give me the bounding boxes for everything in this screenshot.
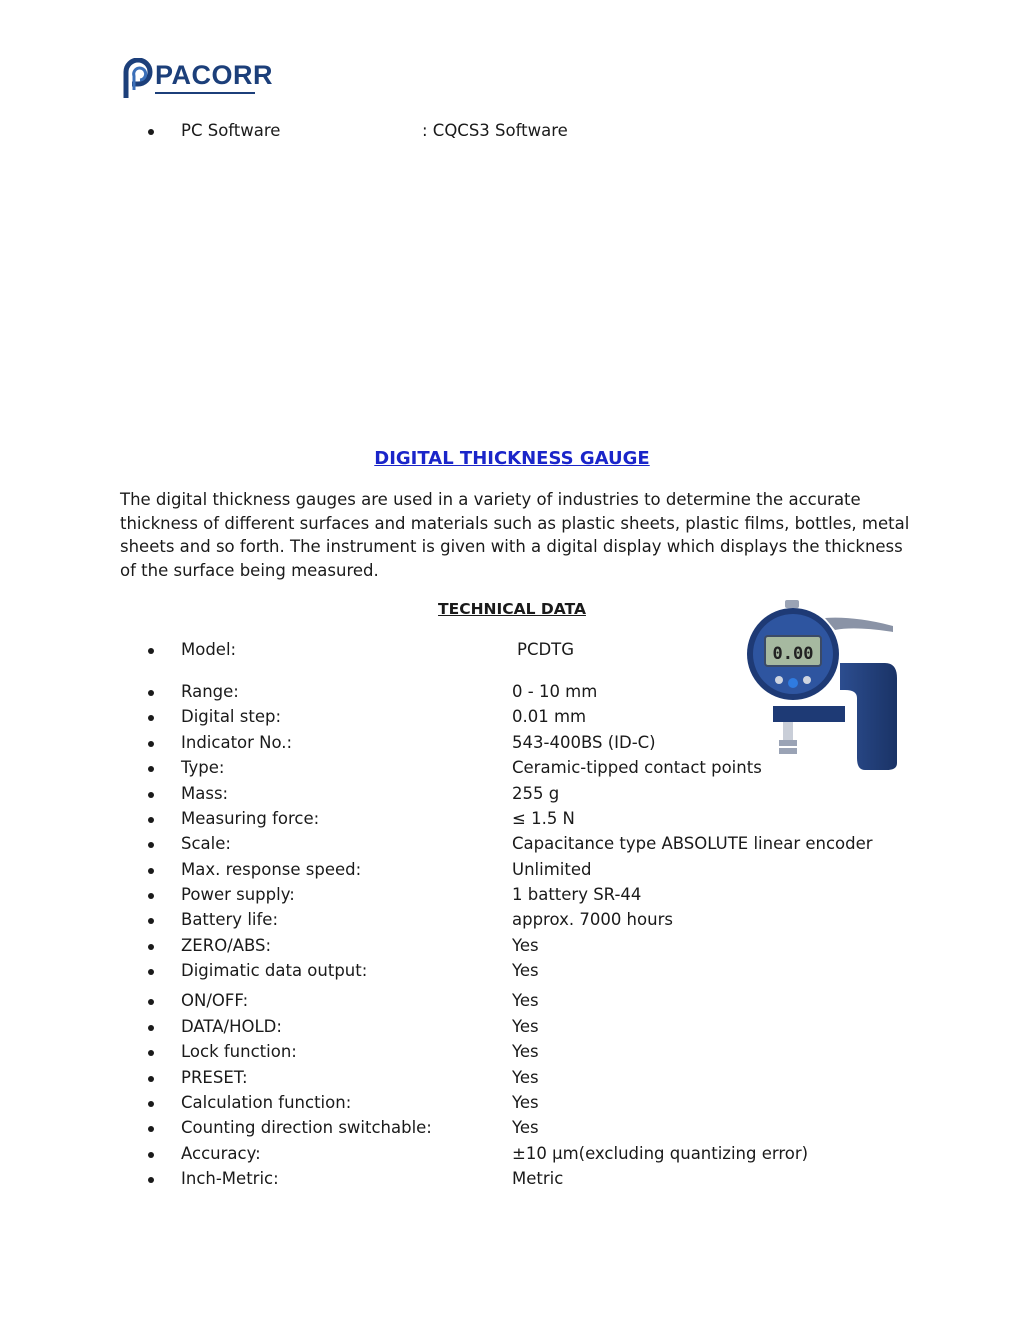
- spec-label: ZERO/ABS:: [181, 936, 272, 955]
- spec-label: PC Software: [181, 121, 281, 140]
- spec-value: approx. 7000 hours: [512, 910, 673, 929]
- spec-label: Range:: [181, 682, 239, 701]
- spec-label: Digital step:: [181, 707, 282, 726]
- spec-label: Indicator No.:: [181, 733, 293, 752]
- spec-label: Scale:: [181, 834, 231, 853]
- bullet-icon: [148, 1152, 154, 1158]
- gauge-display-readout: 0.00: [772, 644, 814, 664]
- bullet-icon: [148, 893, 154, 899]
- spec-label: Accuracy:: [181, 1144, 261, 1163]
- spec-value: Yes: [512, 991, 539, 1010]
- spec-label: Inch-Metric:: [181, 1169, 279, 1188]
- spec-value: Ceramic-tipped contact points: [512, 758, 762, 777]
- bullet-icon: [148, 648, 154, 654]
- spec-label: Measuring force:: [181, 809, 320, 828]
- spec-value: Metric: [512, 1169, 564, 1188]
- logo-underline: [155, 92, 255, 94]
- bullet-icon: [148, 842, 154, 848]
- bullet-icon: [148, 999, 154, 1005]
- spec-label: Power supply:: [181, 885, 295, 904]
- spec-label: Type:: [181, 758, 225, 777]
- bullet-icon: [148, 868, 154, 874]
- bullet-icon: [148, 792, 154, 798]
- spec-value: Yes: [512, 1093, 539, 1112]
- bullet-icon: [148, 1076, 154, 1082]
- description-paragraph: The digital thickness gauges are used in a variety of industries to determine the accurate thickness of different surfaces and materials such as plastic sheets, plastic films, bottles, metal sheets and so forth. The instrument is given with a digital display which displays the thickness of the surface being measured.: [120, 490, 910, 580]
- bullet-icon: [148, 918, 154, 924]
- spec-value: Yes: [512, 1042, 539, 1061]
- bullet-icon: [148, 690, 154, 696]
- spec-value: Unlimited: [512, 860, 592, 879]
- spec-label: Digimatic data output:: [181, 961, 368, 980]
- logo-text: PACORR: [155, 60, 274, 90]
- spec-value: 0.01 mm: [512, 707, 587, 726]
- spec-value: : CQCS3 Software: [422, 121, 568, 140]
- spec-value: ≤ 1.5 N: [512, 809, 575, 828]
- bullet-icon: [148, 944, 154, 950]
- bullet-icon: [148, 1025, 154, 1031]
- bullet-icon: [148, 969, 154, 975]
- bullet-icon: [148, 1177, 154, 1183]
- spec-value: Capacitance type ABSOLUTE linear encoder: [512, 834, 873, 853]
- spec-label: Calculation function:: [181, 1093, 352, 1112]
- bullet-icon: [148, 1050, 154, 1056]
- spec-label: Lock function:: [181, 1042, 297, 1061]
- spec-value: Yes: [512, 1118, 539, 1137]
- spec-label: PRESET:: [181, 1068, 248, 1087]
- bullet-icon: [148, 129, 154, 135]
- pacorr-logo: [120, 58, 274, 100]
- spec-label: DATA/HOLD:: [181, 1017, 282, 1036]
- pacorr-logo-icon: [120, 58, 156, 100]
- bullet-icon: [148, 1126, 154, 1132]
- thickness-gauge-image: [745, 598, 900, 773]
- spec-value: ±10 μm(excluding quantizing error): [512, 1144, 809, 1163]
- spec-value: 543-400BS (ID-C): [512, 733, 656, 752]
- spec-value: Yes: [512, 1068, 539, 1087]
- spec-value: 0 - 10 mm: [512, 682, 598, 701]
- bullet-icon: [148, 715, 154, 721]
- spec-value: Yes: [512, 936, 539, 955]
- spec-label: Mass:: [181, 784, 229, 803]
- spec-label: ON/OFF:: [181, 991, 249, 1010]
- spec-value: PCDTG: [517, 640, 575, 659]
- spec-label: Max. response speed:: [181, 860, 362, 879]
- technical-data-title: TECHNICAL DATA: [438, 600, 586, 618]
- spec-value: Yes: [512, 1017, 539, 1036]
- spec-label: Battery life:: [181, 910, 279, 929]
- bullet-icon: [148, 1101, 154, 1107]
- section-title[interactable]: DIGITAL THICKNESS GAUGE: [374, 448, 650, 469]
- spec-value: Yes: [512, 961, 539, 980]
- bullet-icon: [148, 741, 154, 747]
- bullet-icon: [148, 766, 154, 772]
- bullet-icon: [148, 817, 154, 823]
- spec-value: 1 battery SR-44: [512, 885, 642, 904]
- spec-label: Counting direction switchable:: [181, 1118, 432, 1137]
- spec-value: 255 g: [512, 784, 560, 803]
- spec-label: Model:: [181, 640, 237, 659]
